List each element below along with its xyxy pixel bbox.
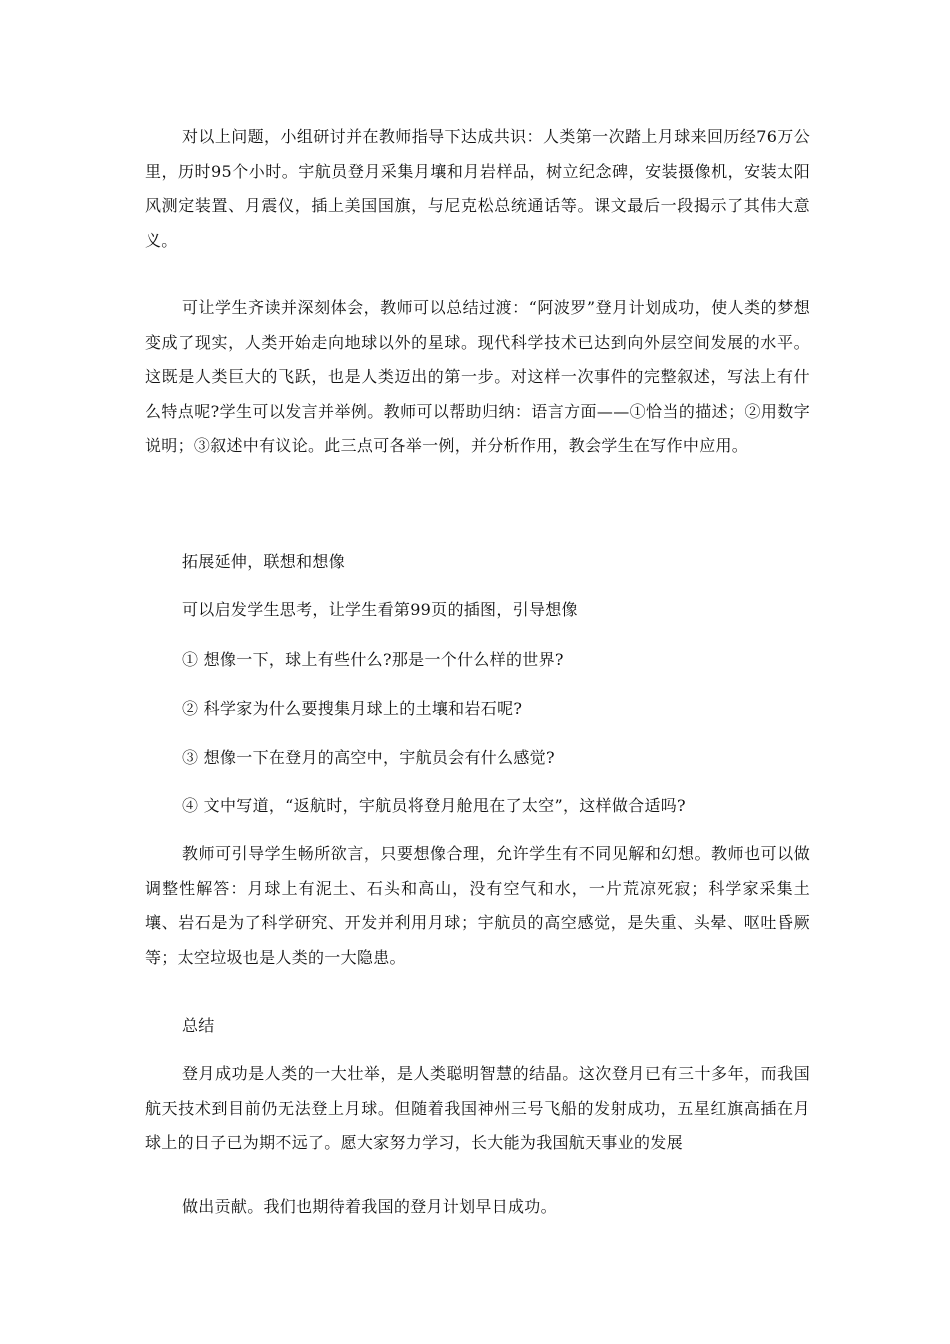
question-2: ② 科学家为什么要搜集月球上的土壤和岩石呢?	[182, 699, 523, 718]
question-4: ④ 文中写道，“返航时，宇航员将登月舱甩在了太空”，这样做合适吗?	[182, 796, 686, 815]
question-1: ① 想像一下，球上有些什么?那是一个什么样的世界?	[182, 650, 564, 669]
paragraph-closing: 做出贡献。我们也期待着我国的登月计划早日成功。	[182, 1197, 557, 1216]
paragraph-consensus: 对以上问题，小组研讨并在教师指导下达成共识：人类第一次踏上月球来回历经76万公里，历时95个小时。宇航员登月采集月壤和月岩样品，树立纪念碑，安装摄像机，安装太阳风测定装置、月震仪，插上美国国旗，与尼克松总统通话等。课文最后一段揭示了其伟大意义。	[145, 127, 810, 250]
question-3: ③ 想像一下在登月的高空中，宇航员会有什么感觉?	[182, 748, 555, 767]
paragraph-teacher-guidance: 教师可引导学生畅所欲言，只要想像合理，允许学生有不同见解和幻想。教师也可以做调整性解答：月球上有泥土、石头和高山，没有空气和水，一片荒凉死寂；科学家采集土壤、岩石是为了科学研究、开发并利用月球；宇航员的高空感觉，是失重、头晕、呕吐昏厥等；太空垃圾也是人类的一大隐患。	[145, 844, 810, 967]
paragraph-summary: 登月成功是人类的一大壮举，是人类聪明智慧的结晶。这次登月已有三十多年，而我国航天技术到目前仍无法登上月球。但随着我国神州三号飞船的发射成功，五星红旗高插在月球上的日子已为期不远了。愿大家努力学习，长大能为我国航天事业的发展	[145, 1064, 810, 1152]
section-heading-summary: 总结	[182, 1016, 215, 1035]
paragraph-transition: 可让学生齐读并深刻体会，教师可以总结过渡：“阿波罗”登月计划成功，使人类的梦想变成了现实，人类开始走向地球以外的星球。现代科学技术已达到向外层空间发展的水平。这既是人类巨大的飞跃，也是人类迈出的第一步。对这样一次事件的完整叙述，写法上有什么特点呢?学生可以发言并举例。教师可以帮助归纳：语言方面——①恰当的描述；②用数字说明；③叙述中有议论。此三点可各举一例，并分析作用，教会学生在写作中应用。	[145, 298, 810, 455]
paragraph-intro: 可以启发学生思考，让学生看第99页的插图，引导想像	[182, 600, 578, 619]
section-heading-extension: 拓展延伸，联想和想像	[182, 552, 346, 571]
